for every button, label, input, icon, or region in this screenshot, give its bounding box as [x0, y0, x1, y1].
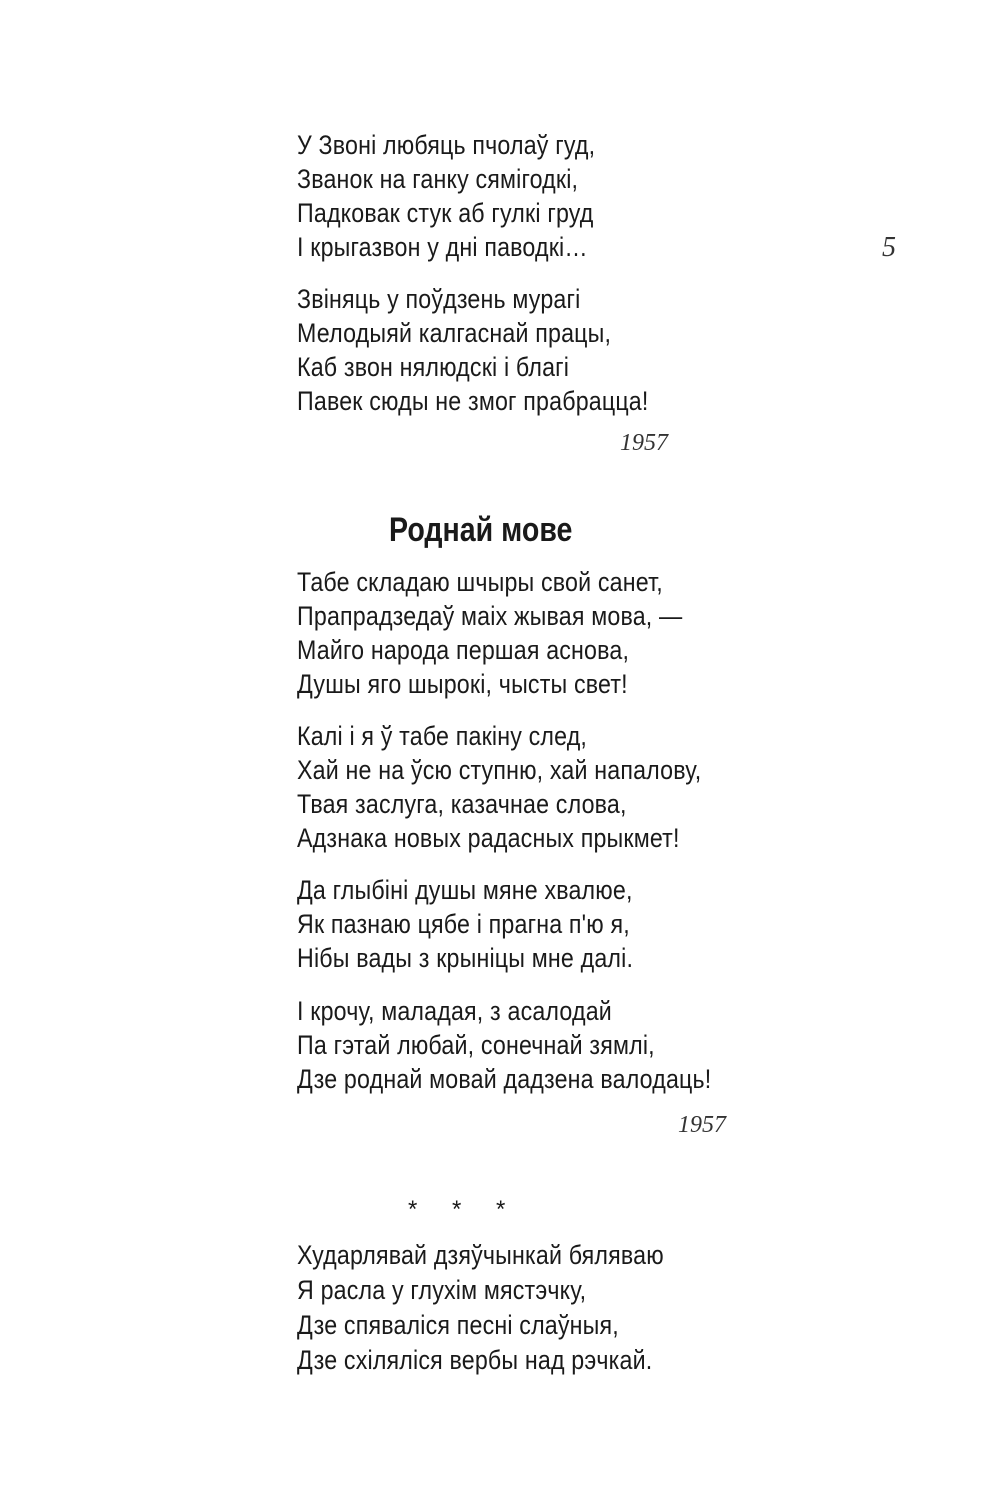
poem-line: Дзе схіляліся вербы над рэчкай. — [297, 1345, 653, 1375]
poem-line: Калі і я ў табе пакіну след, — [297, 721, 588, 751]
poem-line: Хударлявай дзяўчынкай бяляваю — [297, 1240, 664, 1270]
poem-line: Па гэтай любай, сонечнай зямлі, — [297, 1030, 655, 1060]
poem-line: Падковак стук аб гулкі груд — [297, 198, 594, 228]
poem-line: Нібы вады з крыніцы мне далі. — [297, 943, 634, 973]
poem-line: Званок на ганку сямігодкі, — [297, 164, 579, 194]
poem-line: Душы яго шырокі, чысты свет! — [297, 669, 628, 699]
poem-date: 1957 — [620, 430, 668, 456]
poem-date: 1957 — [678, 1112, 726, 1138]
poem-line: І крочу, маладая, з асалодай — [297, 996, 612, 1026]
poem-line: Звіняць у поўдзень мурагі — [297, 284, 581, 314]
poem-line: Хай не на ўсю ступню, хай напалову, — [297, 755, 702, 785]
poem-line: Табе складаю шчыры свой санет, — [297, 567, 663, 597]
poem-line: Майго народа першая аснова, — [297, 635, 630, 665]
poem-title: Роднай мове — [389, 511, 573, 549]
poem-line: Прапрадзедаў маіх жывая мова, — — [297, 601, 683, 631]
poem-line: Дзе роднай мовай дадзена валодаць! — [297, 1064, 712, 1094]
poem-line: Да глыбіні душы мяне хвалюе, — [297, 875, 633, 905]
poem-line: Каб звон нялюдскі і благі — [297, 352, 570, 382]
poem-line: Мелодыяй калгаснай працы, — [297, 318, 612, 348]
poem-line: Павек сюды не змог прабрацца! — [297, 386, 649, 416]
poem-line: Як пазнаю цябе і прагна п'ю я, — [297, 909, 630, 939]
page-number: 5 — [882, 232, 896, 263]
poem-line: Адзнака новых радасных прыкмет! — [297, 823, 680, 853]
poem-line: У Звоні любяць пчолаў гуд, — [297, 130, 596, 160]
poem-line: Я расла у глухім мястэчку, — [297, 1275, 587, 1305]
poem-separator: * * * — [408, 1196, 520, 1223]
poem-line: Твая заслуга, казачнае слова, — [297, 789, 627, 819]
poem-line: Дзе спяваліся песні слаўныя, — [297, 1310, 619, 1340]
poem-line: І крыгазвон у дні паводкі… — [297, 232, 588, 262]
